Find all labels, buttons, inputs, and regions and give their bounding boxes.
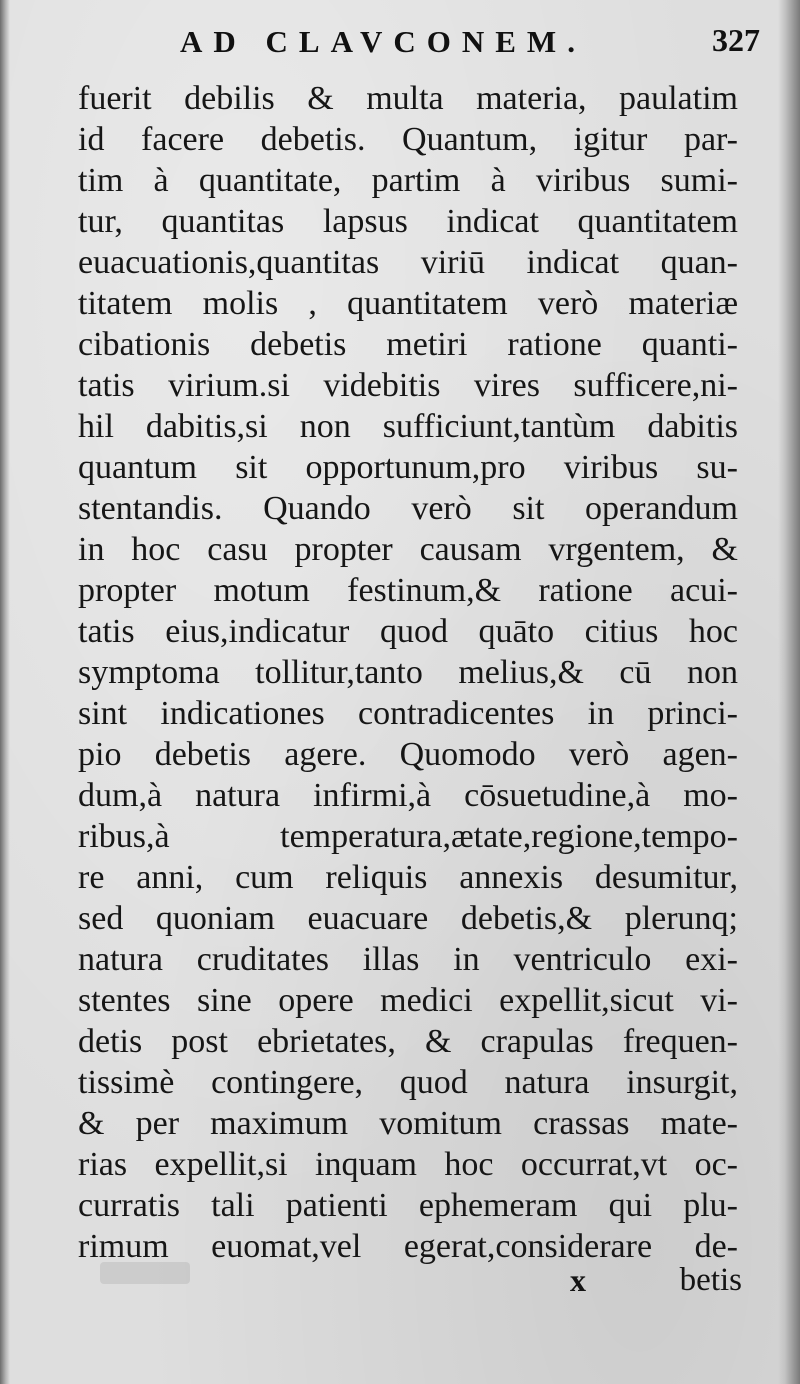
text-line: cibationis debetis metiri ratione quanti- — [78, 326, 738, 363]
text-line: stentes sine opere medici expellit,sicut vi- — [78, 982, 738, 1019]
text-line: tatis eius,indicatur quod quāto citius hoc — [78, 613, 738, 650]
text-line: propter motum festinum,& ratione acui- — [78, 572, 738, 609]
text-line: rimum euomat,vel egerat,considerare de- — [78, 1228, 738, 1265]
text-line: sint indicationes contradicentes in princi- — [78, 695, 738, 732]
text-line: quantum sit opportunum,pro viribus su- — [78, 449, 738, 486]
page-number: 327 — [712, 22, 760, 58]
body-text — [78, 78, 738, 1267]
text-line: pio debetis agere. Quomodo verò agen- — [78, 736, 738, 773]
signature-mark: x — [570, 1262, 586, 1298]
page-footer — [78, 1262, 742, 1306]
catchword: betis — [679, 1262, 742, 1298]
page-gutter-shadow — [0, 0, 10, 1384]
text-line: rias expellit,si inquam hoc occurrat,vt oc- — [78, 1146, 738, 1183]
running-head: AD CLAVCONEM. — [180, 24, 586, 59]
text-line: tim à quantitate, partim à viribus sumi- — [78, 162, 738, 199]
text-line: detis post ebrietates, & crapulas frequen- — [78, 1023, 738, 1060]
text-line: tatis virium.si videbitis vires sufficere,ni- — [78, 367, 738, 404]
text-line: natura cruditates illas in ventriculo exi- — [78, 941, 738, 978]
text-line: id facere debetis. Quantum, igitur par- — [78, 121, 738, 158]
text-line: in hoc casu propter causam vrgentem, & — [78, 531, 738, 568]
text-line: symptoma tollitur,tanto melius,& cū non — [78, 654, 738, 691]
text-line: tissimè contingere, quod natura insurgit, — [78, 1064, 738, 1101]
text-line: sed quoniam euacuare debetis,& plerunq; — [78, 900, 738, 937]
text-line: fuerit debilis & multa materia, paulatim — [78, 80, 738, 117]
text-line: ribus,à temperatura,ætate,regione,tempo- — [78, 818, 738, 855]
text-line: re anni, cum reliquis annexis desumitur, — [78, 859, 738, 896]
text-line: hil dabitis,si non sufficiunt,tantùm dabitis — [78, 408, 738, 445]
text-line: tur, quantitas lapsus indicat quantitatem — [78, 203, 738, 240]
text-line: & per maximum vomitum crassas mate- — [78, 1105, 738, 1142]
text-line: dum,à natura infirmi,à cōsuetudine,à mo- — [78, 777, 738, 814]
page-header — [180, 20, 760, 70]
text-line: titatem molis , quantitatem verò materiæ — [78, 285, 738, 322]
text-line: euacuationis,quantitas viriū indicat quan- — [78, 244, 738, 281]
page-edge-shadow — [778, 0, 800, 1384]
text-line: curratis tali patienti ephemeram qui plu- — [78, 1187, 738, 1224]
text-line: stentandis. Quando verò sit operandum — [78, 490, 738, 527]
